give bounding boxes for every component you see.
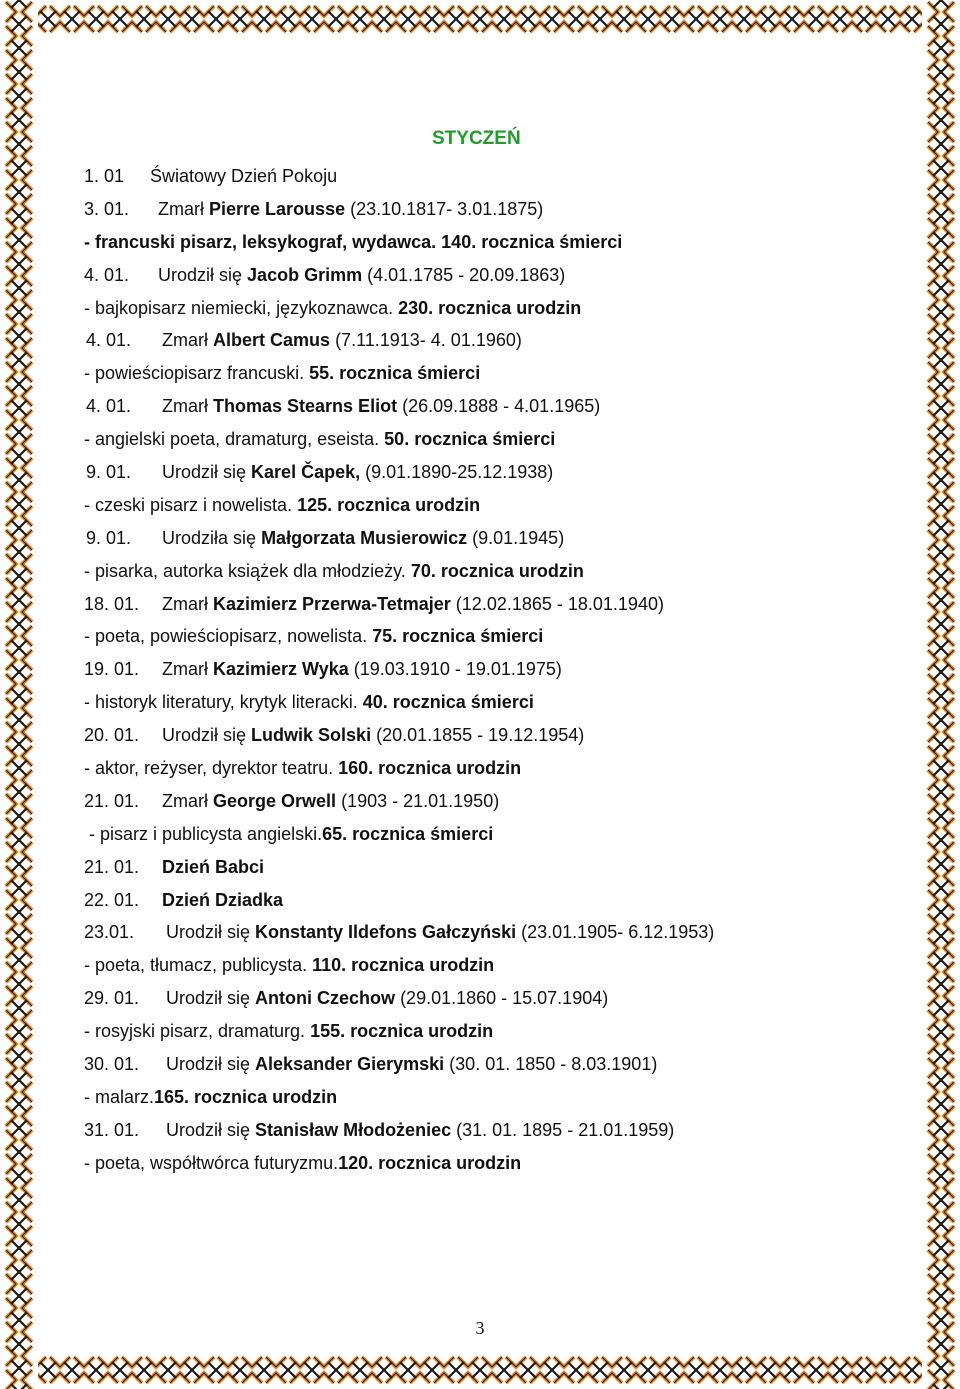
entry-description: - poeta, tłumacz, publicysta. [84,955,308,976]
list-item [84,1048,914,1081]
entry-description: - francuski pisarz, leksykograf, wydawca. [84,231,437,252]
list-item [84,160,914,193]
entry-dates: (30. 01. 1850 - 8.03.1901) [449,1054,658,1075]
entry-dates: (7.11.1913- 4. 01.1960) [335,330,522,351]
entry-dates: (9.01.1890-25.12.1938) [365,462,554,483]
entry-anniversary: 125. rocznica urodzin [297,494,481,515]
entry-text: Zmarł [162,659,208,680]
entry-name: Pierre Larousse [209,198,346,219]
entry-text: Zmarł [162,396,208,417]
entry-dates: (31. 01. 1895 - 21.01.1959) [456,1119,675,1140]
entry-date: 29. 01. [84,988,140,1009]
entry-description: - bajkopisarz niemiecki, językoznawca. [84,297,394,318]
entry-date: 4. 01. [86,396,132,417]
entry-name: Jacob Grimm [247,264,363,285]
entry-name: Dzień Babci [162,856,265,877]
entry-anniversary: 50. rocznica śmierci [384,429,556,450]
entry-date: 4. 01. [86,330,132,351]
entry-dates: (9.01.1945) [472,527,565,548]
entry-anniversary: 70. rocznica urodzin [410,560,584,581]
entry-name: Karel Čapek, [251,462,361,483]
list-item [84,949,914,982]
list-item [84,1015,914,1048]
list-item [84,686,914,719]
calendar-list [84,160,914,1180]
entry-name: Konstanty Ildefons Gałczyński [255,922,517,943]
entry-date: 18. 01. [84,593,140,614]
entry-date: 20. 01. [84,725,140,746]
decorative-border-right [922,0,960,1389]
entry-text: Urodził się [162,725,247,746]
page-number: 3 [475,1318,485,1338]
list-item [84,226,914,259]
entry-name: Kazimierz Przerwa-Tetmajer [213,593,451,614]
list-item [84,752,914,785]
entry-name: Antoni Czechow [255,988,396,1009]
entry-dates: (20.01.1855 - 19.12.1954) [376,725,585,746]
entry-dates: (12.02.1865 - 18.01.1940) [455,593,664,614]
entry-date: 23.01. [84,922,135,943]
decorative-border-bottom [0,1351,960,1389]
entry-anniversary: 110. rocznica urodzin [312,955,495,976]
list-item [84,916,914,949]
entry-text: Zmarł [158,198,204,219]
entry-text: Urodził się [166,1054,251,1075]
entry-description: - aktor, reżyser, dyrektor teatru. [84,758,334,779]
entry-date: 22. 01. [84,889,140,910]
entry-dates: (19.03.1910 - 19.01.1975) [353,659,562,680]
entry-name: Aleksander Gierymski [255,1054,445,1075]
entry-name: Kazimierz Wyka [213,659,349,680]
list-item [84,653,914,686]
entry-dates: (4.01.1785 - 20.09.1863) [367,264,566,285]
list-item [84,555,914,588]
entry-description: - poeta, współtwórca futuryzmu. [84,1152,339,1173]
entry-date: 31. 01. [84,1119,140,1140]
list-item [84,522,914,555]
entry-anniversary: 75. rocznica śmierci [372,626,544,647]
entry-description: - powieściopisarz francuski. [84,363,305,384]
list-item [84,390,914,423]
entry-anniversary: 155. rocznica urodzin [310,1021,494,1042]
list-item [84,1114,914,1147]
decorative-border-top [0,0,960,38]
entry-description: - rosyjski pisarz, dramaturg. [84,1021,306,1042]
list-item [84,1147,914,1180]
entry-dates: (23.10.1817- 3.01.1875) [350,198,544,219]
list-item [84,620,914,653]
entry-text: Urodził się [166,922,251,943]
entry-date: 9. 01. [86,527,132,548]
list-item [84,884,914,917]
list-item [84,292,914,325]
entry-dates: (23.01.1905- 6.12.1953) [521,922,715,943]
entry-description: - historyk literatury, krytyk literacki. [84,692,358,713]
entry-name: George Orwell [213,790,337,811]
list-item [84,324,914,357]
list-item [84,489,914,522]
entry-anniversary: 160. rocznica urodzin [338,758,522,779]
list-item [84,719,914,752]
entry-text: Urodził się [162,462,247,483]
entry-text: Zmarł [162,790,208,811]
list-item [84,818,914,851]
entry-name: Thomas Stearns Eliot [213,396,398,417]
page-title: STYCZEŃ [432,128,521,149]
entry-name: Stanisław Młodożeniec [255,1119,452,1140]
entry-name: Dzień Dziadka [162,889,284,910]
entry-date: 9. 01. [86,462,132,483]
entry-name: Małgorzata Musierowicz [261,527,468,548]
list-item [84,423,914,456]
entry-dates: (29.01.1860 - 15.07.1904) [400,988,609,1009]
entry-date: 30. 01. [84,1054,140,1075]
list-item [84,456,914,489]
list-item [84,851,914,884]
list-item [84,259,914,292]
entry-description: - pisarka, autorka książek dla młodzieży. [84,560,406,581]
entry-text: Zmarł [162,330,208,351]
entry-description: - poeta, powieściopisarz, nowelista. [84,626,368,647]
entry-name: Albert Camus [213,330,331,351]
list-item [84,1081,914,1114]
entry-date: 1. 01 [84,166,125,186]
entry-date: 4. 01. [84,264,130,285]
entry-anniversary: 140. rocznica śmierci [441,231,623,252]
entry-description: - pisarz i publicysta angielski. [84,823,323,844]
entry-description: - angielski poeta, dramaturg, eseista. [84,429,380,450]
entry-date: 21. 01. [84,790,140,811]
entry-text: Zmarł [162,593,208,614]
entry-description: - malarz. [84,1086,155,1107]
entry-description: - czeski pisarz i nowelista. [84,494,293,515]
entry-text: Urodził się [166,988,251,1009]
entry-text: Światowy Dzień Pokoju [150,166,338,186]
entry-text: Urodził się [166,1119,251,1140]
list-item [84,357,914,390]
list-item [84,193,914,226]
entry-name: Ludwik Solski [251,725,372,746]
entry-anniversary: 230. rocznica urodzin [398,297,582,318]
entry-date: 3. 01. [84,198,130,219]
entry-anniversary: 120. rocznica urodzin [338,1152,522,1173]
entry-anniversary: 65. rocznica śmierci [322,823,494,844]
list-item [84,588,914,621]
entry-date: 21. 01. [84,856,140,877]
entry-anniversary: 40. rocznica śmierci [362,692,534,713]
decorative-border-left [0,0,38,1389]
entry-dates: (26.09.1888 - 4.01.1965) [402,396,601,417]
entry-anniversary: 55. rocznica śmierci [309,363,481,384]
list-item [84,785,914,818]
entry-anniversary: 165. rocznica urodzin [154,1086,338,1107]
entry-text: Urodziła się [162,527,257,548]
entry-text: Urodził się [158,264,243,285]
entry-date: 19. 01. [84,659,140,680]
list-item [84,982,914,1015]
entry-dates: (1903 - 21.01.1950) [341,790,500,811]
